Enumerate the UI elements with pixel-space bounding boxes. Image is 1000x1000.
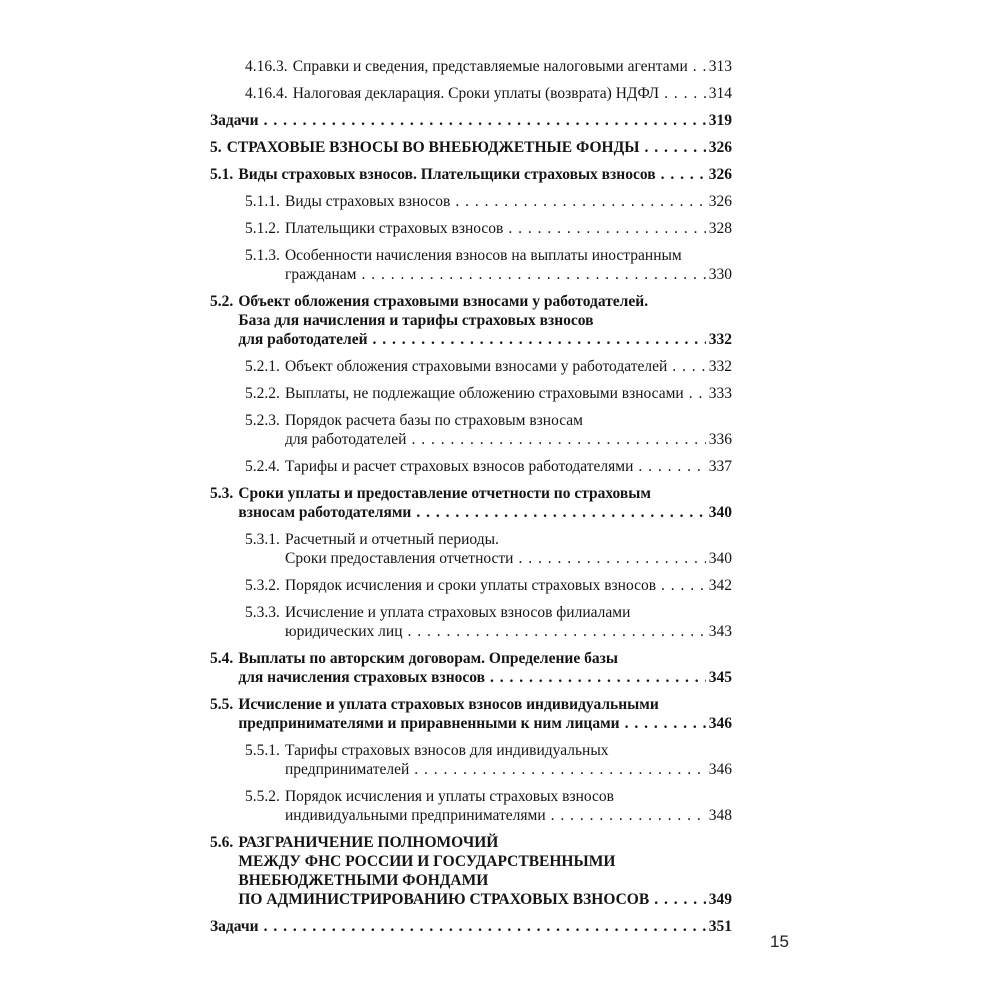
toc-entry-line <box>285 357 732 376</box>
toc-entry-line: ВНЕБЮДЖЕТНЫМИ ФОНДАМИ <box>238 872 489 889</box>
toc-entry-body <box>285 219 732 238</box>
toc-entry-page: 348 <box>708 807 732 824</box>
dot-leader <box>455 192 705 211</box>
toc-entry-body <box>285 787 732 825</box>
dot-leader <box>416 503 705 522</box>
toc-entry <box>245 219 732 238</box>
toc-entry-line: Исчисление и уплата страховых взносов индивидуальными <box>238 696 659 713</box>
toc-entry-page: 328 <box>708 220 732 237</box>
toc-entry-title: для начисления страховых взносов <box>238 669 486 686</box>
toc-entry-line: РАЗГРАНИЧЕНИЕ ПОЛНОМОЧИЙ <box>238 834 499 851</box>
toc-entry-number: 5.5.2. <box>245 788 280 805</box>
toc-entry-body <box>285 384 732 403</box>
toc-entry-body <box>238 833 732 909</box>
toc-entry-number: 5.2.3. <box>245 412 280 429</box>
toc-entry-title: Задачи <box>210 918 259 935</box>
toc-entry-body <box>238 695 732 733</box>
toc-list <box>210 57 732 944</box>
toc-entry-line <box>285 549 732 568</box>
toc-entry <box>210 649 732 687</box>
toc-entry-number: 5.2.1. <box>245 358 280 375</box>
toc-entry-body <box>210 111 732 130</box>
toc-entry-number: 4.16.3. <box>245 58 288 75</box>
toc-entry-body <box>285 741 732 779</box>
toc-entry-line: Особенности начисления взносов на выплаты иностранным <box>284 247 682 264</box>
toc-entry-page: 330 <box>708 266 732 283</box>
toc-entry-line <box>285 622 732 641</box>
toc-entry-number: 5.1.1. <box>245 193 280 210</box>
toc-entry-line <box>285 265 732 284</box>
toc-entry <box>245 57 732 76</box>
toc-entry-number: 5.2. <box>210 293 234 310</box>
toc-entry-line <box>285 457 732 476</box>
toc-entry-line: Порядок расчета базы по страховым взносам <box>284 412 583 429</box>
dot-leader <box>408 622 706 641</box>
toc-entry <box>245 457 732 476</box>
toc-entry <box>245 741 732 779</box>
toc-entry-line <box>293 57 732 76</box>
dot-leader <box>373 330 706 349</box>
toc-entry-title: Налоговая декларация. Сроки уплаты (возврата) НДФЛ <box>292 85 660 102</box>
toc-entry-page: 349 <box>708 891 732 908</box>
toc-entry-page: 346 <box>708 715 732 732</box>
toc-entry <box>245 411 732 449</box>
toc-entry-page: 336 <box>708 431 732 448</box>
toc-entry-line <box>238 330 732 349</box>
dot-leader <box>551 806 706 825</box>
toc-entry-number: 5.3.1. <box>245 531 280 548</box>
toc-entry-line: Сроки уплаты и предоставление отчетности по страховым <box>238 485 651 502</box>
toc-entry-line <box>238 890 732 909</box>
toc-entry-title: Порядок исчисления и сроки уплаты страховых взносов <box>284 577 657 594</box>
toc-entry-body <box>285 357 732 376</box>
toc-entry-title: Виды страховых взносов. Плательщики страховых взносов <box>238 166 656 183</box>
toc-entry <box>245 530 732 568</box>
dot-leader <box>661 576 706 595</box>
toc-entry-number: 5.5. <box>210 696 234 713</box>
toc-entry-number: 5.1. <box>210 166 234 183</box>
dot-leader <box>661 165 706 184</box>
toc-entry-body <box>238 165 732 184</box>
toc-entry-line <box>210 917 732 936</box>
dot-leader <box>264 917 706 936</box>
toc-entry <box>210 695 732 733</box>
page-number: 15 <box>770 932 789 951</box>
toc-entry-line: МЕЖДУ ФНС РОССИИ И ГОСУДАРСТВЕННЫМИ <box>238 853 616 870</box>
toc-entry-line <box>285 430 732 449</box>
toc-entry-title: предпринимателей <box>284 761 410 778</box>
toc-entry-page: 345 <box>708 669 732 686</box>
toc-entry-page: 342 <box>708 577 732 594</box>
toc-entry-line <box>285 760 732 779</box>
dot-leader <box>264 111 706 130</box>
toc-entry-number: 5.2.2. <box>245 385 280 402</box>
toc-entry-title: СТРАХОВЫЕ ВЗНОСЫ ВО ВНЕБЮДЖЕТНЫЕ ФОНДЫ <box>226 139 640 156</box>
toc-entry-page: 326 <box>708 139 732 156</box>
toc-entry-number: 5. <box>210 139 222 156</box>
toc-entry-title: Сроки предоставления отчетности <box>284 550 514 567</box>
toc-entry-page: 326 <box>708 193 732 210</box>
toc-entry-title: взносам работодателями <box>238 504 412 521</box>
dot-leader <box>644 138 705 157</box>
toc-entry-title: Справки и сведения, представляемые налоговыми агентами <box>292 58 688 75</box>
toc-entry-page: 326 <box>708 166 732 183</box>
dot-leader <box>414 760 705 779</box>
toc-entry-page: 333 <box>708 385 732 402</box>
toc-entry-line: Объект обложения страховыми взносами у работодателей. <box>238 293 649 310</box>
toc-entry-page: 332 <box>708 358 732 375</box>
toc-entry-line <box>238 165 732 184</box>
toc-entry-line <box>285 192 732 211</box>
toc-entry-number: 5.3.2. <box>245 577 280 594</box>
toc-entry-body <box>285 530 732 568</box>
toc-entry-line <box>285 576 732 595</box>
toc-entry-line <box>238 668 732 687</box>
toc-entry-page: 337 <box>708 458 732 475</box>
toc-entry-line <box>285 384 732 403</box>
toc-entry-line <box>285 219 732 238</box>
toc-entry-body <box>285 457 732 476</box>
toc-entry <box>245 246 732 284</box>
toc-entry-number: 5.1.2. <box>245 220 280 237</box>
toc-entry-number: 5.3. <box>210 485 234 502</box>
dot-leader <box>361 265 705 284</box>
toc-entry-body <box>238 649 732 687</box>
toc-entry-page: 343 <box>708 623 732 640</box>
toc-entry-title: Виды страховых взносов <box>284 193 451 210</box>
dot-leader <box>689 384 706 403</box>
toc-entry-line <box>285 806 732 825</box>
toc-entry-title: Плательщики страховых взносов <box>284 220 504 237</box>
toc-entry-line <box>210 111 732 130</box>
toc-entry-number: 5.6. <box>210 834 234 851</box>
toc-entry-line <box>293 84 732 103</box>
toc-entry-title: Выплаты, не подлежащие обложению страховыми взносами <box>284 385 684 402</box>
toc-entry <box>210 165 732 184</box>
toc-entry-page: 340 <box>708 504 732 521</box>
toc-entry-title: гражданам <box>284 266 357 283</box>
toc-entry-number: 5.3.3. <box>245 604 280 621</box>
toc-entry-body <box>210 917 732 936</box>
toc-entry-body <box>285 576 732 595</box>
toc-entry <box>210 833 732 909</box>
toc-entry-body <box>293 84 732 103</box>
toc-entry-page: 314 <box>708 85 732 102</box>
toc-entry-number: 5.5.1. <box>245 742 280 759</box>
toc-entry <box>245 576 732 595</box>
toc-entry-number: 5.2.4. <box>245 458 280 475</box>
toc-entry-page: 340 <box>708 550 732 567</box>
toc-entry-title: ПО АДМИНИСТРИРОВАНИЮ СТРАХОВЫХ ВЗНОСОВ <box>238 891 650 908</box>
toc-entry-body <box>285 603 732 641</box>
toc-entry-title: юридических лиц <box>284 623 403 640</box>
dot-leader <box>411 430 705 449</box>
toc-entry-line <box>238 503 732 522</box>
dot-leader <box>638 457 705 476</box>
toc-entry-line: Исчисление и уплата страховых взносов филиалами <box>284 604 631 621</box>
toc-entry-title: Задачи <box>210 112 259 129</box>
dot-leader <box>654 890 706 909</box>
toc-entry-line: Порядок исчисления и уплаты страховых взносов <box>284 788 614 805</box>
toc-entry-line: Выплаты по авторским договорам. Определение базы <box>238 650 618 667</box>
toc-entry-body <box>238 292 732 349</box>
toc-entry-line <box>227 138 732 157</box>
toc-entry-body <box>227 138 732 157</box>
toc-entry-line: Расчетный и отчетный периоды. <box>284 531 499 548</box>
toc-entry <box>210 292 732 349</box>
dot-leader <box>672 357 705 376</box>
toc-entry-number: 5.1.3. <box>245 247 280 264</box>
toc-entry-line <box>238 714 732 733</box>
toc-entry-title: Тарифы и расчет страховых взносов работодателями <box>284 458 634 475</box>
toc-entry <box>210 138 732 157</box>
toc-entry-body <box>285 246 732 284</box>
toc-entry-body <box>285 192 732 211</box>
dot-leader <box>518 549 705 568</box>
toc-entry <box>245 192 732 211</box>
dot-leader <box>508 219 705 238</box>
toc-entry-title: предпринимателями и приравненными к ним лицами <box>238 715 620 732</box>
dot-leader <box>693 57 706 76</box>
toc-entry-title: для работодателей <box>284 431 407 448</box>
toc-entry-body <box>285 411 732 449</box>
toc-entry <box>245 384 732 403</box>
dot-leader <box>664 84 706 103</box>
toc-entry-page: 319 <box>708 112 732 129</box>
toc-entry-title: Объект обложения страховыми взносами у работодателей <box>284 358 668 375</box>
toc-entry <box>245 84 732 103</box>
toc-entry-title: для работодателей <box>238 331 368 348</box>
toc-entry-line: Тарифы страховых взносов для индивидуальных <box>284 742 609 759</box>
toc-entry <box>245 357 732 376</box>
toc-entry-page: 351 <box>708 918 732 935</box>
toc-entry-number: 5.4. <box>210 650 234 667</box>
dot-leader <box>625 714 706 733</box>
toc-entry-body <box>238 484 732 522</box>
toc-entry-page: 332 <box>708 331 732 348</box>
toc-entry <box>245 603 732 641</box>
toc-entry-page: 313 <box>708 58 732 75</box>
toc-entry <box>210 917 732 936</box>
toc-entry-number: 4.16.4. <box>245 85 288 102</box>
toc-entry <box>245 787 732 825</box>
toc-entry <box>210 484 732 522</box>
toc-entry-body <box>293 57 732 76</box>
toc-entry-page: 346 <box>708 761 732 778</box>
toc-entry <box>210 111 732 130</box>
toc-entry-title: индивидуальными предпринимателями <box>284 807 546 824</box>
toc-entry-line: База для начисления и тарифы страховых взносов <box>238 312 594 329</box>
dot-leader <box>490 668 706 687</box>
